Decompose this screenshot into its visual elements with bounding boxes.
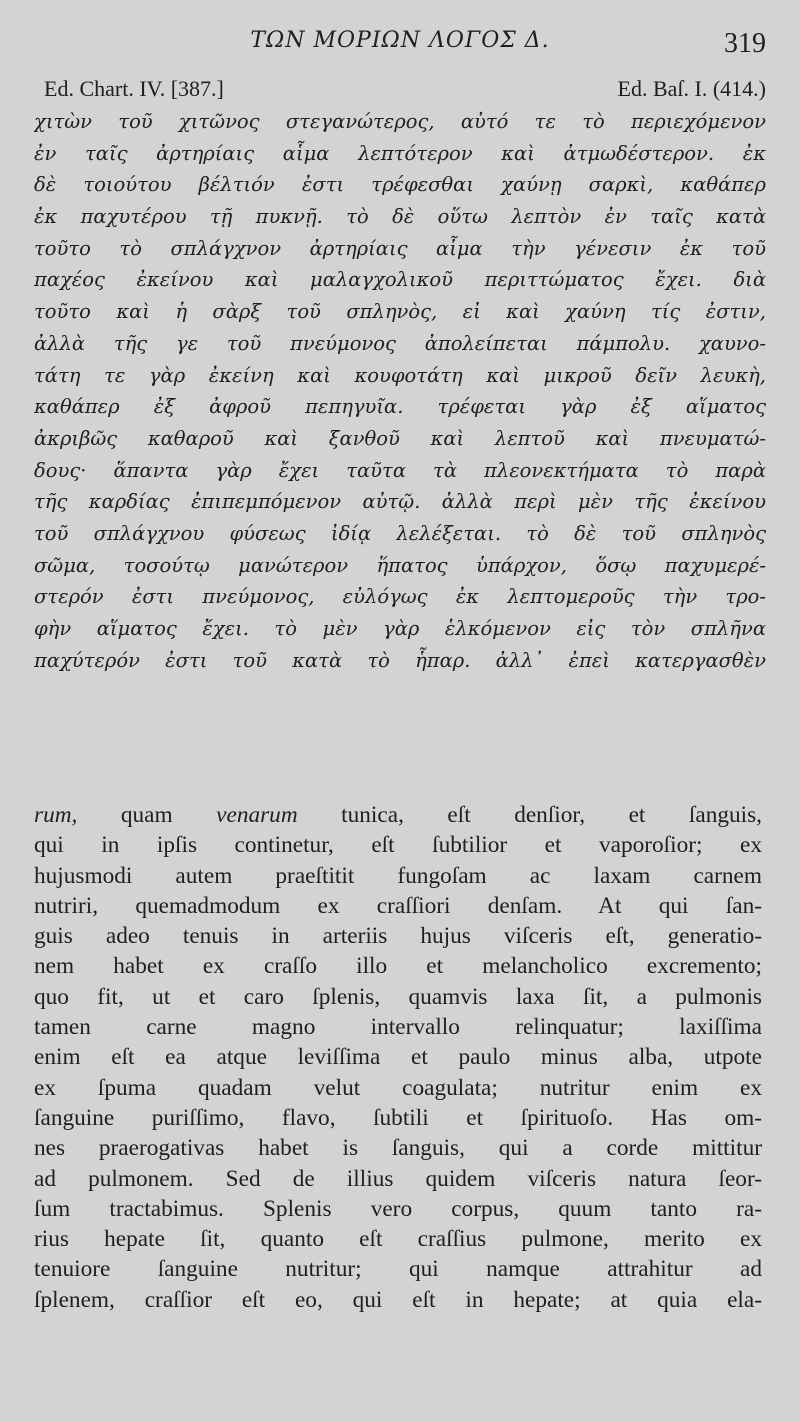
- text-line: ex ſpuma quadam velut coagulata; nutritur enim ex: [34, 1074, 762, 1101]
- text-line: rius hepate ſit, quanto eſt craſſius pulmone, merito ex: [34, 1226, 762, 1253]
- page-number: 319: [724, 28, 766, 59]
- text-line: hujusmodi autem praeſtitit fungoſam ac laxam carnem: [34, 862, 762, 889]
- text-line: tamen carne magno intervallo relinquatur; laxiſſima: [34, 1014, 762, 1041]
- text-line: σῶμα, τοσούτῳ μανώτερον ἥπατος ὑπάρχον, ὅσῳ παχυμερέ-: [34, 553, 766, 577]
- text-line: ſum tractabimus. Splenis vero corpus, quum tanto ra-: [34, 1195, 762, 1222]
- text-line: qui in ipſis continetur, eſt ſubtilior et vaporoſior; ex: [34, 832, 762, 859]
- edition-reference-chartier: Ed. Chart. IV. [387.]: [44, 76, 224, 101]
- text-line: quo fit, ut et caro ſplenis, quamvis laxa ſit, a pulmonis: [34, 983, 762, 1010]
- text-line: ἐν ταῖς ἀρτηρίαις αἷμα λεπτότερον καὶ ἀτμωδέστερον. ἐκ: [34, 141, 766, 165]
- text-line: τῆς καρδίας ἐπιπεμπόμενον αὐτῷ. ἀλλὰ περὶ μὲν τῆς ἐκείνου: [34, 490, 766, 514]
- text-line: tenuiore ſanguine nutritur; qui namque attrahitur ad: [34, 1256, 762, 1283]
- text-line: ἀκριβῶς καθαροῦ καὶ ξανθοῦ καὶ λεπτοῦ καὶ πνευματώ-: [34, 426, 766, 450]
- text-line: καθάπερ ἐξ ἀφροῦ πεπηγυῖα. τρέφεται γὰρ ἐξ αἵματος: [34, 395, 766, 419]
- text-line: ἀλλὰ τῆς γε τοῦ πνεύμονος ἀπολείπεται πάμπολυ. χαυνο-: [34, 331, 766, 355]
- text-line: rum, quam venarum tunica, eſt denſior, et ſanguis,: [34, 802, 762, 828]
- text-line: ſanguine puriſſimo, flavo, ſubtili et ſpirituoſo. Has om-: [34, 1104, 762, 1131]
- text-line: ſplenem, craſſior eſt eo, qui eſt in hepate; at quia ela-: [34, 1286, 762, 1313]
- text-line: παχέος ἐκείνου καὶ μαλαγχολικοῦ περιττώματος ἔχει. διὰ: [34, 268, 766, 292]
- text-line: δὲ τοιούτου βέλτιόν ἐστι τρέφεσθαι χαύνῃ σαρκὶ, καθάπερ: [34, 173, 766, 197]
- text-line: δους· ἅπαντα γὰρ ἔχει ταῦτα τὰ πλεονεκτήματα τὸ παρὰ: [34, 458, 766, 482]
- text-line: nes praerogativas habet is ſanguis, qui a corde mittitur: [34, 1135, 762, 1162]
- text-line: nem habet ex craſſo illo et melancholico excremento;: [34, 953, 762, 980]
- text-line: τοῦτο τὸ σπλάγχνον ἀρτηρίαις αἷμα τὴν γένεσιν ἐκ τοῦ: [34, 236, 766, 260]
- text-line: στερόν ἐστι πνεύμονος, εὐλόγως ἐκ λεπτομεροῦς τὴν τρο-: [34, 585, 766, 609]
- text-line: τοῦτο καὶ ἡ σὰρξ τοῦ σπληνὸς, εἰ καὶ χαύνη τίς ἐστιν,: [34, 300, 766, 324]
- text-line: τάτη τε γὰρ ἐκείνη καὶ κουφοτάτη καὶ μικροῦ δεῖν λευκὴ,: [34, 363, 766, 387]
- running-head: ΤΩΝ ΜΟΡΙΩΝ ΛΟΓΟΣ Δ.: [250, 28, 550, 53]
- latin-text-block: [34, 800, 762, 1315]
- text-line: guis adeo tenuis in arteriis hujus viſceris eſt, generatio-: [34, 923, 762, 950]
- text-line: ad pulmonem. Sed de illius quidem viſceris natura ſeor-: [34, 1165, 762, 1192]
- greek-text-block: [34, 106, 766, 676]
- text-line: enim eſt ea atque leviſſima et paulo minus alba, utpote: [34, 1044, 762, 1071]
- text-line: φὴν αἵματος ἔχει. τὸ μὲν γὰρ ἑλκόμενον εἰς τὸν σπλῆνα: [34, 617, 766, 640]
- text-line: ἐκ παχυτέρου τῇ πυκνῇ. τὸ δὲ οὕτω λεπτὸν ἐν ταῖς κατὰ: [34, 205, 766, 229]
- text-line: τοῦ σπλάγχνου φύσεως ἰδίᾳ λελέξεται. τὸ δὲ τοῦ σπληνὸς: [34, 521, 766, 545]
- edition-reference-basel: Ed. Baſ. I. (414.): [617, 76, 766, 101]
- text-line: παχύτερόν ἐστι τοῦ κατὰ τὸ ἧπαρ. ἀλλ᾽ ἐπεὶ κατεργασθὲν: [34, 648, 766, 672]
- text-line: nutriri, quemadmodum ex craſſiori denſam. At qui ſan-: [34, 892, 762, 919]
- text-line: χιτὼν τοῦ χιτῶνος στεγανώτερος, αὐτό τε τὸ περιεχόμενον: [34, 110, 766, 133]
